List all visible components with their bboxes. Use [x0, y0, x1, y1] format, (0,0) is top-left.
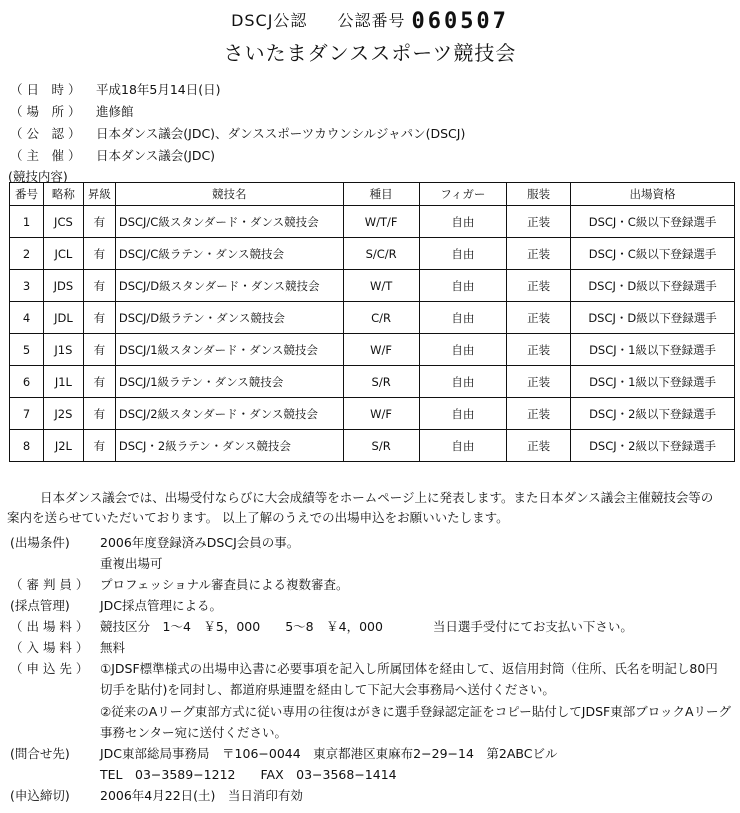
cell-eligibility: DSCJ・D級以下登録選手 [571, 302, 735, 334]
info-sanction [10, 124, 465, 142]
cell-figure: 自由 [419, 238, 507, 270]
cell-attire: 正装 [507, 430, 571, 462]
entry-conditions [10, 533, 299, 551]
detail-label: （ 入 場 料 ） [10, 640, 89, 655]
cell-figure: 自由 [419, 334, 507, 366]
info-date [10, 80, 221, 98]
cell-number: 1 [10, 206, 44, 238]
info-label: （ 主 催 ） [10, 148, 81, 163]
header-dances: 種目 [343, 183, 419, 206]
notice-paragraph [7, 488, 740, 528]
info-value: 進修館 [96, 104, 134, 119]
cell-attire: 正装 [507, 334, 571, 366]
cell-attire: 正装 [507, 302, 571, 334]
scoring [10, 596, 222, 614]
cell-eligibility: DSCJ・D級以下登録選手 [571, 270, 735, 302]
cell-figure: 自由 [419, 430, 507, 462]
cell-figure: 自由 [419, 270, 507, 302]
cell-attire: 正装 [507, 366, 571, 398]
entry-conditions-2: 重複出場可 [100, 556, 163, 571]
info-value: 平成18年5月14日(日) [96, 82, 221, 97]
header-figure: フィガー [419, 183, 507, 206]
cell-event-name: DSCJ/D級スタンダード・ダンス競技会 [115, 270, 343, 302]
apply-to-line4: 事務センター宛に送付ください。 [100, 725, 288, 740]
cell-eligibility: DSCJ・2級以下登録選手 [571, 398, 735, 430]
cell-code: J2S [43, 398, 83, 430]
cell-dances: S/R [343, 366, 419, 398]
cell-eligibility: DSCJ・C級以下登録選手 [571, 206, 735, 238]
header-attire: 服装 [507, 183, 571, 206]
cell-event-name: DSCJ/1級スタンダード・ダンス競技会 [115, 334, 343, 366]
detail-value: 無料 [100, 640, 126, 655]
cell-event-name: DSCJ/2級スタンダード・ダンス競技会 [115, 398, 343, 430]
apply-to-line3: ②従来のAリーグ東部方式に従い専用の往復はがきに選手登録認定証をコピー貼付してJDSF東部ブロックAリーグ [100, 704, 731, 719]
cell-promotion: 有 [83, 334, 115, 366]
cell-promotion: 有 [83, 398, 115, 430]
detail-value: プロフェッショナル審査員による複数審査。 [100, 577, 349, 592]
cell-figure: 自由 [419, 206, 507, 238]
info-label: （ 公 認 ） [10, 126, 81, 141]
cell-attire: 正装 [507, 270, 571, 302]
cell-event-name: DSCJ・2級ラテン・ダンス競技会 [115, 430, 343, 462]
info-host [10, 146, 215, 164]
certification-header [0, 8, 740, 34]
cell-code: J2L [43, 430, 83, 462]
cell-code: JDL [43, 302, 83, 334]
detail-value: ①JDSF標準様式の出場申込書に必要事項を記入し所属団体を経由して、返信用封筒（住所、氏名を明記し80円 [100, 661, 718, 676]
cell-code: JCL [43, 238, 83, 270]
table-row [10, 366, 735, 398]
cert-number: 060507 [411, 9, 509, 34]
deadline [10, 786, 303, 804]
cell-promotion: 有 [83, 270, 115, 302]
inquiry [10, 744, 557, 762]
cell-promotion: 有 [83, 238, 115, 270]
detail-label: （ 申 込 先 ） [10, 661, 89, 676]
cell-event-name: DSCJ/1級ラテン・ダンス競技会 [115, 366, 343, 398]
header-eligibility: 出場資格 [571, 183, 735, 206]
cell-event-name: DSCJ/C級ラテン・ダンス競技会 [115, 238, 343, 270]
detail-value: JDC採点管理による。 [100, 598, 223, 613]
header-code: 略称 [43, 183, 83, 206]
cell-code: J1S [43, 334, 83, 366]
judges [10, 575, 349, 593]
detail-label: (問合せ先) [10, 746, 70, 761]
cell-figure: 自由 [419, 366, 507, 398]
cell-event-name: DSCJ/D級ラテン・ダンス競技会 [115, 302, 343, 334]
detail-label: (出場条件) [10, 535, 70, 550]
cell-number: 7 [10, 398, 44, 430]
table-row [10, 334, 735, 366]
cell-number: 3 [10, 270, 44, 302]
table-header-row [10, 183, 735, 206]
info-label: （ 日 時 ） [10, 82, 81, 97]
cell-number: 5 [10, 334, 44, 366]
organizer-mark: DSCJ公認 [231, 11, 308, 30]
detail-label: (申込締切) [10, 788, 70, 803]
cell-number: 6 [10, 366, 44, 398]
cell-number: 2 [10, 238, 44, 270]
cell-code: JDS [43, 270, 83, 302]
table-row [10, 206, 735, 238]
header-promotion: 昇級 [83, 183, 115, 206]
inquiry-phone: TEL 03−3589−1212 FAX 03−3568−1414 [100, 767, 397, 782]
cell-attire: 正装 [507, 238, 571, 270]
detail-value: 2006年度登録済みDSCJ会員の事。 [100, 535, 300, 550]
info-value: 日本ダンス議会(JDC) [96, 148, 216, 163]
cell-promotion: 有 [83, 206, 115, 238]
detail-value: 2006年4月22日(土) 当日消印有効 [100, 788, 303, 803]
cell-figure: 自由 [419, 302, 507, 334]
cell-attire: 正装 [507, 206, 571, 238]
cell-promotion: 有 [83, 302, 115, 334]
cell-eligibility: DSCJ・1級以下登録選手 [571, 366, 735, 398]
table-row [10, 238, 735, 270]
apply-to-line2: 切手を貼付)を同封し、都道府県連盟を経由して下記大会事務局へ送付ください。 [100, 682, 555, 697]
detail-label: （ 出 場 料 ） [10, 619, 89, 634]
cell-code: J1L [43, 366, 83, 398]
table-row [10, 270, 735, 302]
event-title: さいたまダンススポーツ競技会 [223, 41, 517, 65]
table-row [10, 302, 735, 334]
cell-dances: S/C/R [343, 238, 419, 270]
cell-dances: W/T [343, 270, 419, 302]
cell-dances: S/R [343, 430, 419, 462]
cell-dances: W/T/F [343, 206, 419, 238]
cell-figure: 自由 [419, 398, 507, 430]
entry-fee [10, 617, 633, 635]
cell-dances: W/F [343, 398, 419, 430]
cert-label: 公認番号 [337, 11, 406, 30]
cell-eligibility: DSCJ・C級以下登録選手 [571, 238, 735, 270]
cell-eligibility: DSCJ・2級以下登録選手 [571, 430, 735, 462]
cell-promotion: 有 [83, 430, 115, 462]
table-row [10, 430, 735, 462]
detail-value: JDC東部総局事務局 〒106−0044 東京都港区東麻布2−29−14 第2ABCビル [100, 746, 558, 761]
detail-value: 競技区分 1〜4 ￥5，000 5〜8 ￥4，000 当日選手受付にてお支払い下さい。 [100, 619, 633, 634]
cell-number: 4 [10, 302, 44, 334]
cell-promotion: 有 [83, 366, 115, 398]
cell-dances: W/F [343, 334, 419, 366]
cell-attire: 正装 [507, 398, 571, 430]
notice-line: 案内を送らせていただいております。 以上了解のうえでの出場申込をお願いいたします。 [7, 510, 509, 525]
contents-label: (競技内容) [8, 169, 68, 184]
detail-label: （ 審 判 員 ） [10, 577, 89, 592]
events-table [9, 182, 735, 462]
cell-number: 8 [10, 430, 44, 462]
apply-to [10, 659, 718, 677]
info-label: （ 場 所 ） [10, 104, 81, 119]
cell-event-name: DSCJ/C級スタンダード・ダンス競技会 [115, 206, 343, 238]
admission-fee [10, 638, 125, 656]
cell-code: JCS [43, 206, 83, 238]
info-value: 日本ダンス議会(JDC)、ダンススポーツカウンシルジャパン(DSCJ) [96, 126, 466, 141]
notice-line: 日本ダンス議会では、出場受付ならびに大会成績等をホームページ上に発表します。また日本ダンス議会主催競技会等の [40, 490, 714, 505]
cell-eligibility: DSCJ・1級以下登録選手 [571, 334, 735, 366]
detail-label: (採点管理) [10, 598, 70, 613]
cell-dances: C/R [343, 302, 419, 334]
header-number: 番号 [10, 183, 44, 206]
table-row [10, 398, 735, 430]
header-event-name: 競技名 [115, 183, 343, 206]
info-venue [10, 102, 134, 120]
